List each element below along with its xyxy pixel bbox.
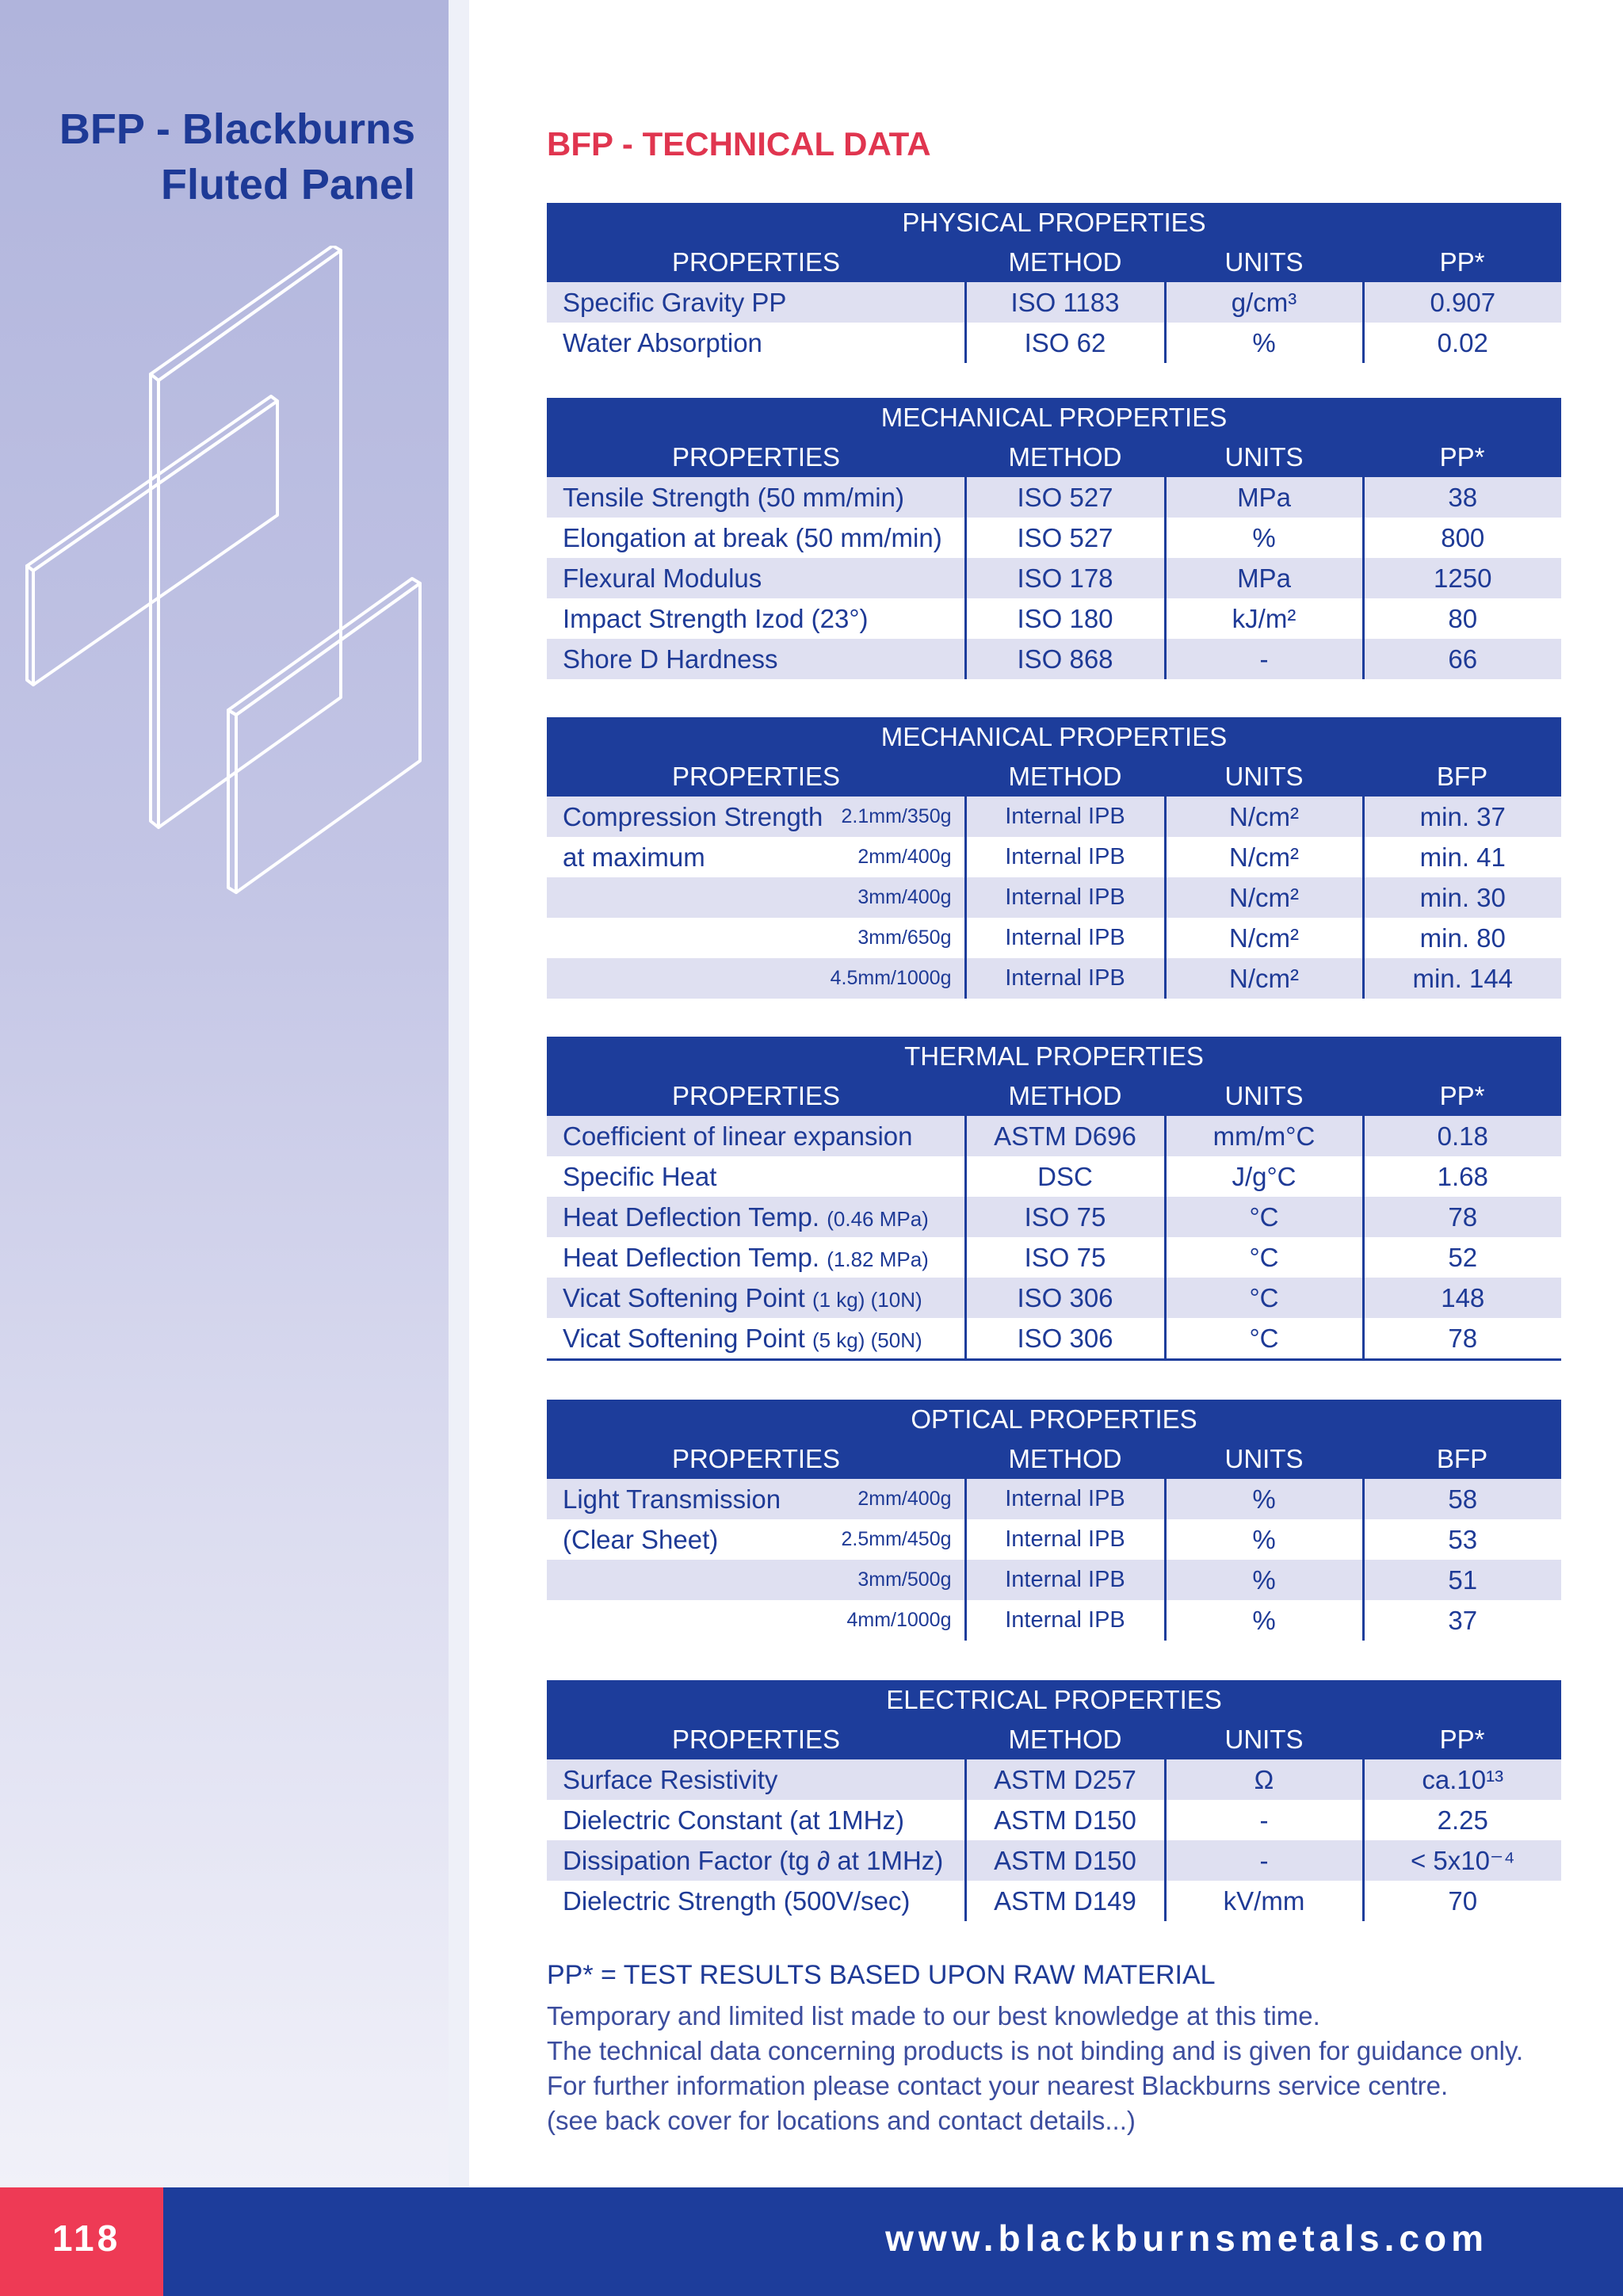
table-row — [547, 1600, 1561, 1641]
column-header-units: UNITS — [1165, 1720, 1363, 1759]
property-cell — [547, 1318, 965, 1360]
page-number: 118 — [52, 2218, 121, 2259]
value-cell: ca.10¹³ — [1363, 1759, 1561, 1800]
table-title: PHYSICAL PROPERTIES — [547, 203, 1561, 243]
value-cell: 58 — [1363, 1479, 1561, 1519]
value-cell: 78 — [1363, 1318, 1561, 1360]
value-cell: min. 30 — [1363, 877, 1561, 918]
units-cell: % — [1165, 1479, 1363, 1519]
property-cell: Impact Strength Izod (23°) — [547, 598, 965, 639]
column-header-value: PP* — [1363, 1720, 1561, 1759]
units-cell: Ω — [1165, 1759, 1363, 1800]
property-cell — [547, 1600, 965, 1641]
table-row — [547, 958, 1561, 999]
units-cell: °C — [1165, 1197, 1363, 1237]
property-cell — [547, 1237, 965, 1278]
value-cell: 53 — [1363, 1519, 1561, 1560]
grade-label: 2mm/400g — [857, 1488, 952, 1510]
value-cell: 800 — [1363, 518, 1561, 558]
table-row — [547, 918, 1561, 958]
property-cell — [547, 797, 965, 837]
value-cell: 37 — [1363, 1600, 1561, 1641]
table-row — [547, 1237, 1561, 1278]
grade-label: 2.5mm/450g — [841, 1528, 952, 1550]
property-cell: Water Absorption — [547, 323, 965, 363]
table-row — [547, 1278, 1561, 1318]
table-row — [547, 837, 1561, 877]
table-title: MECHANICAL PROPERTIES — [547, 398, 1561, 437]
method-cell: ISO 75 — [965, 1197, 1165, 1237]
table-row — [547, 1519, 1561, 1560]
value-cell: 70 — [1363, 1881, 1561, 1921]
column-header-units: UNITS — [1165, 1076, 1363, 1116]
units-cell: g/cm³ — [1165, 282, 1363, 323]
property-cell — [547, 1560, 965, 1600]
units-cell: °C — [1165, 1237, 1363, 1278]
method-cell: Internal IPB — [965, 1519, 1165, 1560]
table-row — [547, 1560, 1561, 1600]
method-cell: ISO 306 — [965, 1318, 1165, 1360]
grade-label: 4mm/1000g — [846, 1609, 952, 1631]
units-cell: kV/mm — [1165, 1881, 1363, 1921]
value-cell: 78 — [1363, 1197, 1561, 1237]
grade-label: 3mm/400g — [857, 886, 952, 908]
units-cell: MPa — [1165, 477, 1363, 518]
optical-properties-table — [547, 1400, 1561, 1641]
column-header-method: METHOD — [965, 1720, 1165, 1759]
column-header-method: METHOD — [965, 437, 1165, 477]
footnote-line: The technical data concerning products is not binding and is given for guidance only. — [547, 2036, 1524, 2065]
table-row — [547, 639, 1561, 679]
units-cell: N/cm² — [1165, 877, 1363, 918]
units-cell: % — [1165, 1519, 1363, 1560]
grade-label: 4.5mm/1000g — [830, 967, 952, 989]
value-cell: 1250 — [1363, 558, 1561, 598]
qualifier-label: (0.46 MPa) — [827, 1206, 929, 1231]
property-label: Vicat Softening Point — [563, 1323, 805, 1353]
property-cell: Shore D Hardness — [547, 639, 965, 679]
method-cell: ASTM D150 — [965, 1800, 1165, 1840]
method-cell: ISO 306 — [965, 1278, 1165, 1318]
column-header-properties: PROPERTIES — [547, 243, 965, 282]
method-cell: Internal IPB — [965, 837, 1165, 877]
grade-label: 2mm/400g — [857, 846, 952, 868]
page-title: BFP - TECHNICAL DATA — [547, 125, 931, 162]
property-cell — [547, 958, 965, 999]
value-cell: min. 144 — [1363, 958, 1561, 999]
table-row — [547, 1800, 1561, 1840]
grade-label: 3mm/650g — [857, 926, 952, 949]
units-cell: °C — [1165, 1278, 1363, 1318]
grade-label: 2.1mm/350g — [841, 805, 952, 827]
qualifier-label: (5 kg) (50N) — [812, 1328, 922, 1352]
property-cell: Elongation at break (50 mm/min) — [547, 518, 965, 558]
property-cell: Dielectric Strength (500V/sec) — [547, 1881, 965, 1921]
mechanical-properties-table — [547, 398, 1561, 679]
property-cell: Flexural Modulus — [547, 558, 965, 598]
value-cell: < 5x10⁻⁴ — [1363, 1840, 1561, 1881]
method-cell: Internal IPB — [965, 1479, 1165, 1519]
footnote-line: Temporary and limited list made to our best knowledge at this time. — [547, 2001, 1320, 2030]
footnote-line: For further information please contact your nearest Blackburns service centre. — [547, 2071, 1449, 2100]
units-cell: % — [1165, 323, 1363, 363]
table-row — [547, 1197, 1561, 1237]
method-cell: Internal IPB — [965, 877, 1165, 918]
value-cell: 148 — [1363, 1278, 1561, 1318]
method-cell: ISO 178 — [965, 558, 1165, 598]
property-label: at maximum — [563, 842, 705, 872]
units-cell: N/cm² — [1165, 837, 1363, 877]
table-row — [547, 797, 1561, 837]
table-title: ELECTRICAL PROPERTIES — [547, 1680, 1561, 1720]
method-cell: ISO 75 — [965, 1237, 1165, 1278]
property-cell — [547, 837, 965, 877]
table-title: OPTICAL PROPERTIES — [547, 1400, 1561, 1439]
column-header-units: UNITS — [1165, 1439, 1363, 1479]
fluted-panel-illustration — [24, 246, 436, 911]
units-cell: mm/m°C — [1165, 1116, 1363, 1156]
method-cell: ISO 868 — [965, 639, 1165, 679]
units-cell: °C — [1165, 1318, 1363, 1360]
property-cell — [547, 1519, 965, 1560]
property-label: Compression Strength — [563, 802, 823, 831]
column-header-method: METHOD — [965, 243, 1165, 282]
property-cell: Specific Heat — [547, 1156, 965, 1197]
column-header-units: UNITS — [1165, 243, 1363, 282]
property-cell — [547, 1278, 965, 1318]
units-cell: N/cm² — [1165, 918, 1363, 958]
column-header-method: METHOD — [965, 757, 1165, 797]
property-cell: Surface Resistivity — [547, 1759, 965, 1800]
value-cell: 2.25 — [1363, 1800, 1561, 1840]
units-cell: N/cm² — [1165, 958, 1363, 999]
column-header-properties: PROPERTIES — [547, 1720, 965, 1759]
column-header-method: METHOD — [965, 1076, 1165, 1116]
units-cell: N/cm² — [1165, 797, 1363, 837]
property-cell — [547, 1197, 965, 1237]
value-cell: min. 37 — [1363, 797, 1561, 837]
method-cell: ASTM D149 — [965, 1881, 1165, 1921]
footnote-key: PP* = TEST RESULTS BASED UPON RAW MATERIAL — [547, 1960, 1216, 1990]
value-cell: 0.02 — [1363, 323, 1561, 363]
method-cell: Internal IPB — [965, 918, 1165, 958]
property-cell — [547, 1479, 965, 1519]
method-cell: ASTM D257 — [965, 1759, 1165, 1800]
method-cell: ISO 62 — [965, 323, 1165, 363]
property-label: Vicat Softening Point — [563, 1282, 805, 1312]
column-header-properties: PROPERTIES — [547, 437, 965, 477]
method-cell: ASTM D696 — [965, 1116, 1165, 1156]
value-cell: 80 — [1363, 598, 1561, 639]
table-row — [547, 323, 1561, 363]
units-cell: % — [1165, 518, 1363, 558]
value-cell: min. 80 — [1363, 918, 1561, 958]
method-cell: ISO 527 — [965, 518, 1165, 558]
value-cell: 0.907 — [1363, 282, 1561, 323]
mechanical-properties-bfp-table — [547, 717, 1561, 999]
column-header-value: BFP — [1363, 757, 1561, 797]
table-row — [547, 1318, 1561, 1360]
units-cell: - — [1165, 1840, 1363, 1881]
value-cell: 66 — [1363, 639, 1561, 679]
units-cell: MPa — [1165, 558, 1363, 598]
property-cell: Dissipation Factor (tg ∂ at 1MHz) — [547, 1840, 965, 1881]
column-header-properties: PROPERTIES — [547, 757, 965, 797]
units-cell: - — [1165, 1800, 1363, 1840]
column-header-properties: PROPERTIES — [547, 1439, 965, 1479]
qualifier-label: (1.82 MPa) — [827, 1247, 929, 1271]
table-row — [547, 1116, 1561, 1156]
table-row — [547, 282, 1561, 323]
property-cell: Specific Gravity PP — [547, 282, 965, 323]
method-cell: ISO 1183 — [965, 282, 1165, 323]
table-row — [547, 1156, 1561, 1197]
table-title: MECHANICAL PROPERTIES — [547, 717, 1561, 757]
column-header-properties: PROPERTIES — [547, 1076, 965, 1116]
table-row — [547, 877, 1561, 918]
value-cell: 52 — [1363, 1237, 1561, 1278]
method-cell: ISO 180 — [965, 598, 1165, 639]
units-cell: % — [1165, 1560, 1363, 1600]
document-title — [3, 101, 415, 212]
physical-properties-table — [547, 203, 1561, 363]
value-cell: 1.68 — [1363, 1156, 1561, 1197]
property-cell — [547, 877, 965, 918]
value-cell: 51 — [1363, 1560, 1561, 1600]
table-row — [547, 558, 1561, 598]
table-row — [547, 477, 1561, 518]
property-label: Heat Deflection Temp. — [563, 1242, 820, 1272]
column-header-value: PP* — [1363, 437, 1561, 477]
units-cell: J/g°C — [1165, 1156, 1363, 1197]
table-row — [547, 518, 1561, 558]
document-title-line-2: Fluted Panel — [160, 161, 415, 208]
footnote — [547, 1958, 1577, 2138]
value-cell: min. 41 — [1363, 837, 1561, 877]
property-cell — [547, 918, 965, 958]
method-cell: Internal IPB — [965, 1560, 1165, 1600]
table-row — [547, 1479, 1561, 1519]
property-label: Heat Deflection Temp. — [563, 1201, 820, 1232]
sidebar-edge-strip — [449, 0, 469, 2187]
table-title: THERMAL PROPERTIES — [547, 1037, 1561, 1076]
footnote-line: (see back cover for locations and contact details...) — [547, 2106, 1136, 2135]
thermal-properties-table — [547, 1037, 1561, 1361]
column-header-value: PP* — [1363, 1076, 1561, 1116]
grade-label: 3mm/500g — [857, 1568, 952, 1591]
value-cell: 0.18 — [1363, 1116, 1561, 1156]
method-cell: DSC — [965, 1156, 1165, 1197]
column-header-units: UNITS — [1165, 757, 1363, 797]
column-header-method: METHOD — [965, 1439, 1165, 1479]
column-header-value: BFP — [1363, 1439, 1561, 1479]
property-cell: Coefficient of linear expansion — [547, 1116, 965, 1156]
table-row — [547, 1759, 1561, 1800]
document-title-line-1: BFP - Blackburns — [59, 105, 415, 153]
qualifier-label: (1 kg) (10N) — [812, 1287, 922, 1312]
property-label: Light Transmission — [563, 1484, 781, 1514]
method-cell: Internal IPB — [965, 958, 1165, 999]
property-label: (Clear Sheet) — [563, 1525, 719, 1554]
table-row — [547, 1881, 1561, 1921]
units-cell: kJ/m² — [1165, 598, 1363, 639]
property-cell: Dielectric Constant (at 1MHz) — [547, 1800, 965, 1840]
website-link[interactable]: www.blackburnsmetals.com — [885, 2218, 1488, 2259]
table-row — [547, 1840, 1561, 1881]
column-header-value: PP* — [1363, 243, 1561, 282]
method-cell: ASTM D150 — [965, 1840, 1165, 1881]
value-cell: 38 — [1363, 477, 1561, 518]
units-cell: - — [1165, 639, 1363, 679]
property-cell: Tensile Strength (50 mm/min) — [547, 477, 965, 518]
method-cell: ISO 527 — [965, 477, 1165, 518]
units-cell: % — [1165, 1600, 1363, 1641]
electrical-properties-table — [547, 1680, 1561, 1921]
column-header-units: UNITS — [1165, 437, 1363, 477]
method-cell: Internal IPB — [965, 797, 1165, 837]
method-cell: Internal IPB — [965, 1600, 1165, 1641]
table-row — [547, 598, 1561, 639]
